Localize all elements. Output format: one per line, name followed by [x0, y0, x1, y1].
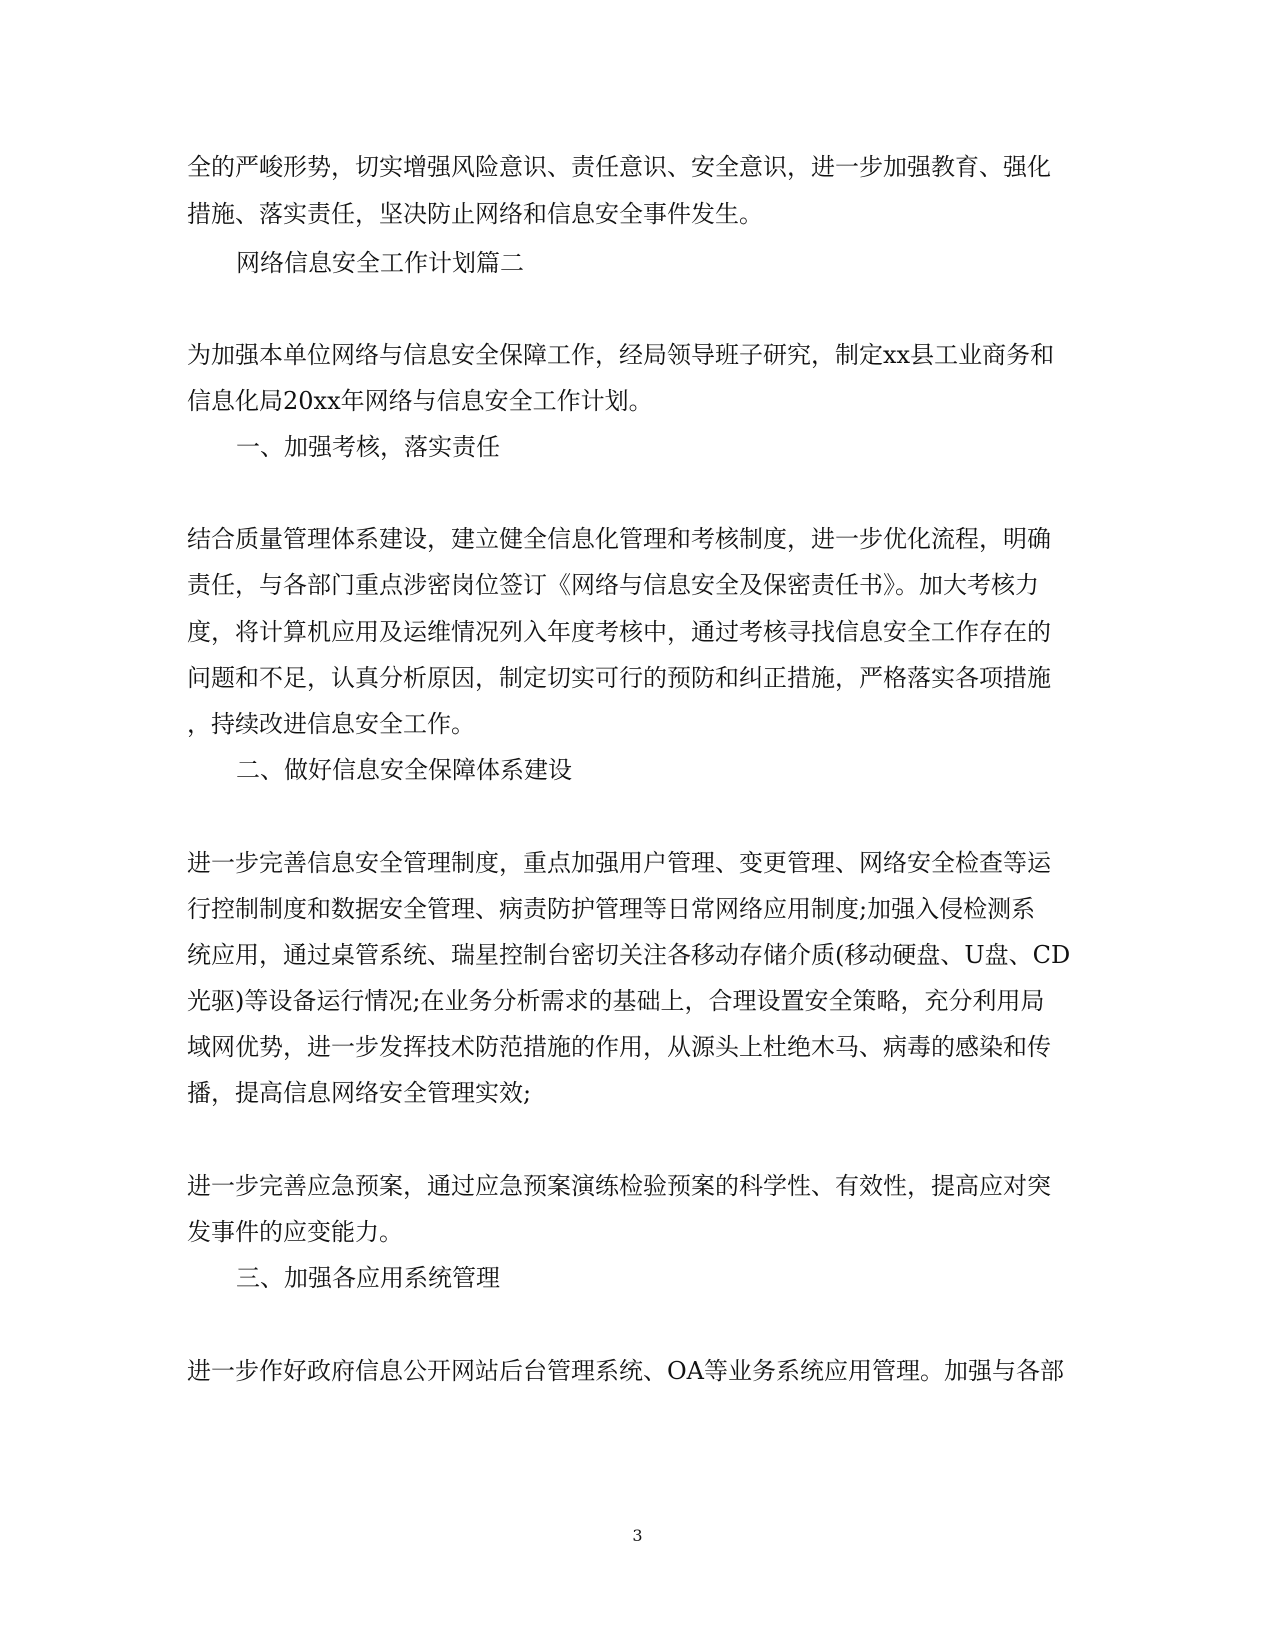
page-number: 3 — [632, 1526, 643, 1545]
text-line: 行控制制度和数据安全管理、病责防护管理等日常网络应用制度;加强入侵检测系 — [187, 895, 1036, 923]
text-line: 发事件的应变能力。 — [187, 1218, 403, 1246]
text-line: 问题和不足，认真分析原因，制定切实可行的预防和纠正措施，严格落实各项措施 — [187, 664, 1051, 692]
section-heading: 二、做好信息安全保障体系建设 — [236, 756, 572, 784]
text-line: 进一步完善应急预案，通过应急预案演练检验预案的科学性、有效性，提高应对突 — [187, 1172, 1051, 1200]
section-heading: 三、加强各应用系统管理 — [236, 1264, 500, 1292]
text-line: 为加强本单位网络与信息安全保障工作，经局领导班子研究，制定xx县工业商务和 — [187, 341, 1055, 369]
text-line: 统应用，通过桌管系统、瑞星控制台密切关注各移动存储介质(移动硬盘、U盘、CD — [187, 941, 1071, 969]
text-line: 进一步完善信息安全管理制度，重点加强用户管理、变更管理、网络安全检查等运 — [187, 849, 1051, 877]
text-line: 光驱)等设备运行情况;在业务分析需求的基础上，合理设置安全策略，充分利用局 — [187, 987, 1045, 1015]
text-line: 播，提高信息网络安全管理实效; — [187, 1079, 532, 1107]
section-heading: 一、加强考核，落实责任 — [236, 433, 500, 461]
text-line: 结合质量管理体系建设，建立健全信息化管理和考核制度，进一步优化流程，明确 — [187, 525, 1051, 553]
text-line: 度，将计算机应用及运维情况列入年度考核中，通过考核寻找信息安全工作存在的 — [187, 618, 1051, 646]
text-line: 域网优势，进一步发挥技术防范措施的作用，从源头上杜绝木马、病毒的感染和传 — [187, 1033, 1051, 1061]
text-line: 信息化局20xx年网络与信息安全工作计划。 — [187, 387, 653, 415]
text-line: 全的严峻形势，切实增强风险意识、责任意识、安全意识，进一步加强教育、强化 — [187, 153, 1051, 181]
text-line: 责任，与各部门重点涉密岗位签订《网络与信息安全及保密责任书》。加大考核力 — [187, 571, 1039, 599]
text-line: 进一步作好政府信息公开网站后台管理系统、OA等业务系统应用管理。加强与各部 — [187, 1357, 1065, 1385]
text-line: ，持续改进信息安全工作。 — [187, 710, 475, 738]
text-line: 措施、落实责任，坚决防止网络和信息安全事件发生。 — [187, 200, 763, 228]
section-heading: 网络信息安全工作计划篇二 — [236, 249, 524, 277]
